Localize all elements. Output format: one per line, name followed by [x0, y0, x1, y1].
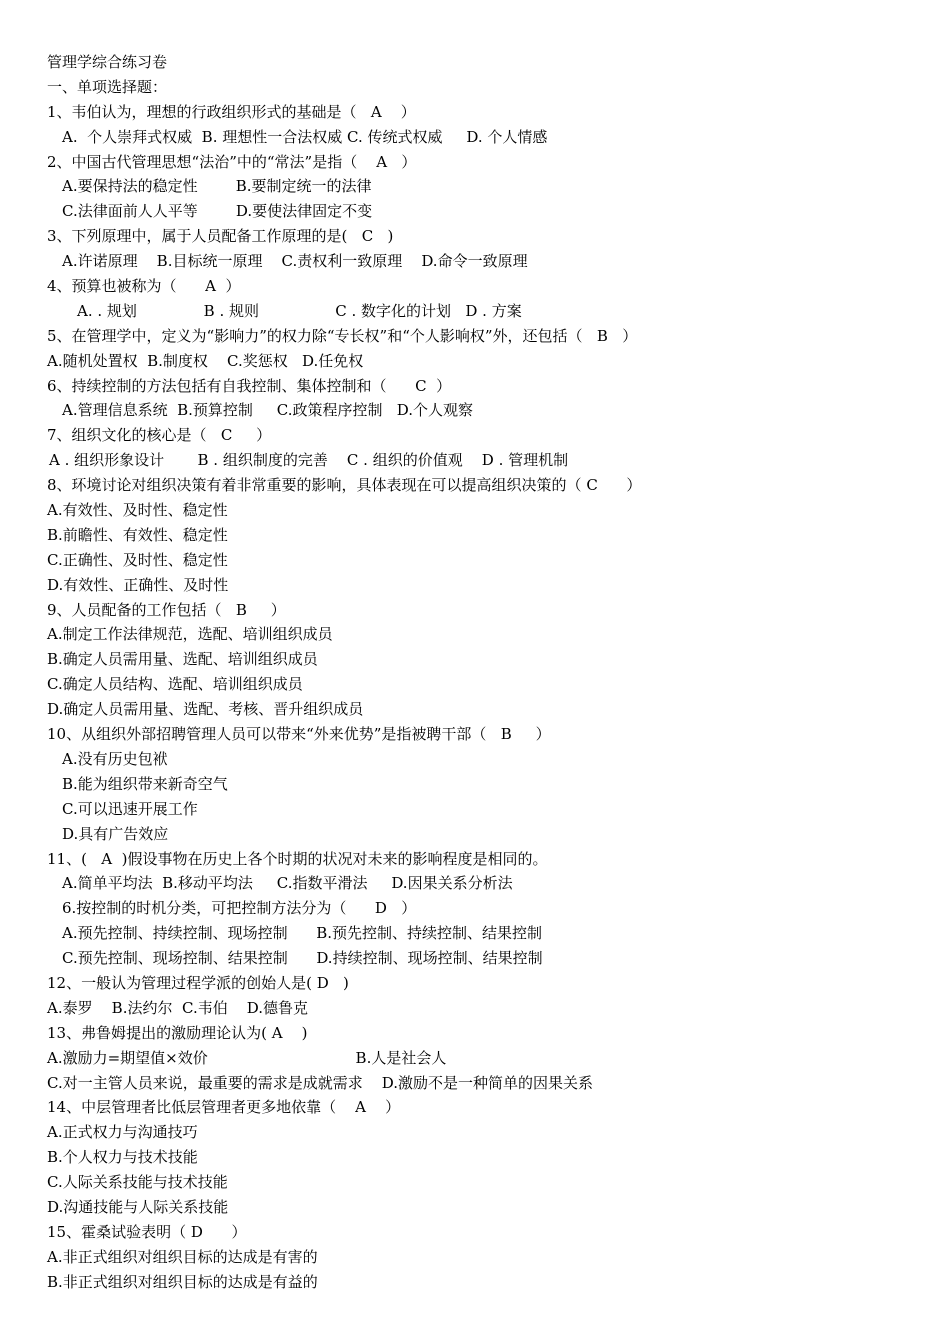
text-line: A.预先控制、持续控制、现场控制 B.预先控制、持续控制、结果控制	[62, 924, 543, 943]
text-line: D.确定人员需用量、选配、考核、晋升组织成员	[47, 700, 364, 719]
text-line: A . 组织形象设计 B . 组织制度的完善 C . 组织的价值观 D . 管理机制	[49, 451, 569, 470]
text-line: 9、人员配备的工作包括（ B ）	[47, 600, 286, 619]
text-line: 10、从组织外部招聘管理人员可以带来“外来优势”是指被聘干部（ B ）	[47, 725, 551, 744]
text-line: 3、下列原理中，属于人员配备工作原理的是( C )	[47, 227, 394, 246]
text-line: 4、预算也被称为（ A ）	[47, 277, 241, 296]
text-line: B.前瞻性、有效性、稳定性	[47, 525, 228, 544]
text-line: 14、中层管理者比低层管理者更多地依靠（ A ）	[47, 1098, 401, 1117]
text-line: A.要保持法的稳定性 B.要制定统一的法律	[62, 177, 372, 196]
text-line: 5、在管理学中，定义为“影响力”的权力除“专长权”和“个人影响权”外，还包括（ B ）	[47, 326, 638, 345]
text-line: 15、霍桑试验表明（ D ）	[47, 1222, 247, 1241]
text-line: B.确定人员需用量、选配、培训组织成员	[47, 650, 318, 669]
text-line: B.非正式组织对组织目标的达成是有益的	[47, 1272, 318, 1291]
text-line: A.非正式组织对组织目标的达成是有害的	[47, 1247, 318, 1266]
text-line: 8、环境讨论对组织决策有着非常重要的影响，具体表现在可以提高组织决策的（ C ）	[47, 476, 642, 495]
text-line: A.制定工作法律规范，选配、培训组织成员	[47, 625, 333, 644]
text-line: 12、一般认为管理过程学派的创始人是( D )	[47, 973, 349, 992]
text-line: A.许诺原理 B.目标统一原理 C.责权利一致原理 D.命令一致原理	[62, 252, 528, 271]
text-line: B.个人权力与技术技能	[47, 1148, 198, 1167]
text-line: A.有效性、及时性、稳定性	[47, 501, 228, 520]
text-line: 2、中国古代管理思想“法治”中的“常法”是指（ A ）	[47, 152, 417, 171]
text-line: 管理学综合练习卷	[47, 53, 168, 71]
document-body	[0, 50, 950, 1295]
text-line: A.简单平均法 B.移动平均法 C.指数平滑法 D.因果关系分析法	[62, 874, 513, 893]
text-line: C.正确性、及时性、稳定性	[47, 550, 228, 569]
text-line: C.对一主管人员来说，最重要的需求是成就需求 D.激励不是一种简单的因果关系	[47, 1073, 594, 1092]
text-line: D.有效性、正确性、及时性	[47, 575, 229, 594]
text-line: 7、组织文化的核心是（ C ）	[47, 426, 272, 445]
text-line: D.具有广告效应	[62, 824, 169, 843]
text-line: D.沟通技能与人际关系技能	[47, 1197, 229, 1216]
text-line: A.管理信息系统 B.预算控制 C.政策程序控制 D.个人观察	[62, 401, 474, 420]
text-line: A.没有历史包袱	[62, 749, 168, 768]
text-line: A. 个人崇拜式权威 B. 理想性一合法权威 C. 传统式权威 D. 个人情感	[62, 127, 548, 146]
text-line: 6、持续控制的方法包括有自我控制、集体控制和（ C ）	[47, 376, 452, 395]
text-line: 6.按控制的时机分类，可把控制方法分为（ D ）	[62, 899, 417, 918]
text-line: C.人际关系技能与技术技能	[47, 1173, 228, 1192]
text-line: 1、韦伯认为，理想的行政组织形式的基础是（ A ）	[47, 102, 416, 121]
text-line: 13、弗鲁姆提出的激励理论认为( A )	[47, 1023, 308, 1042]
text-line: 11、( A )假设事物在历史上各个时期的状况对未来的影响程度是相同的。	[47, 849, 548, 868]
text-line: C.预先控制、现场控制、结果控制 D.持续控制、现场控制、结果控制	[62, 949, 543, 968]
text-line: C.法律面前人人平等 D.要使法律固定不变	[62, 202, 373, 221]
text-line: 一、单项选择题：	[47, 77, 168, 96]
text-line: C.确定人员结构、选配、培训组织成员	[47, 675, 303, 694]
text-line: A.正式权力与沟通技巧	[47, 1123, 198, 1142]
text-line: C.可以迅速开展工作	[62, 799, 198, 818]
text-line: B.能为组织带来新奇空气	[62, 774, 228, 793]
text-line: A.激励力=期望值×效价 B.人是社会人	[47, 1048, 447, 1067]
text-line: A. . 规划 B . 规则 C . 数字化的计划 D . 方案	[77, 301, 522, 320]
text-line: A.随机处置权 B.制度权 C.奖惩权 D.任免权	[47, 351, 364, 370]
text-line: A.泰罗 B.法约尔 C.韦伯 D.德鲁克	[47, 998, 309, 1017]
